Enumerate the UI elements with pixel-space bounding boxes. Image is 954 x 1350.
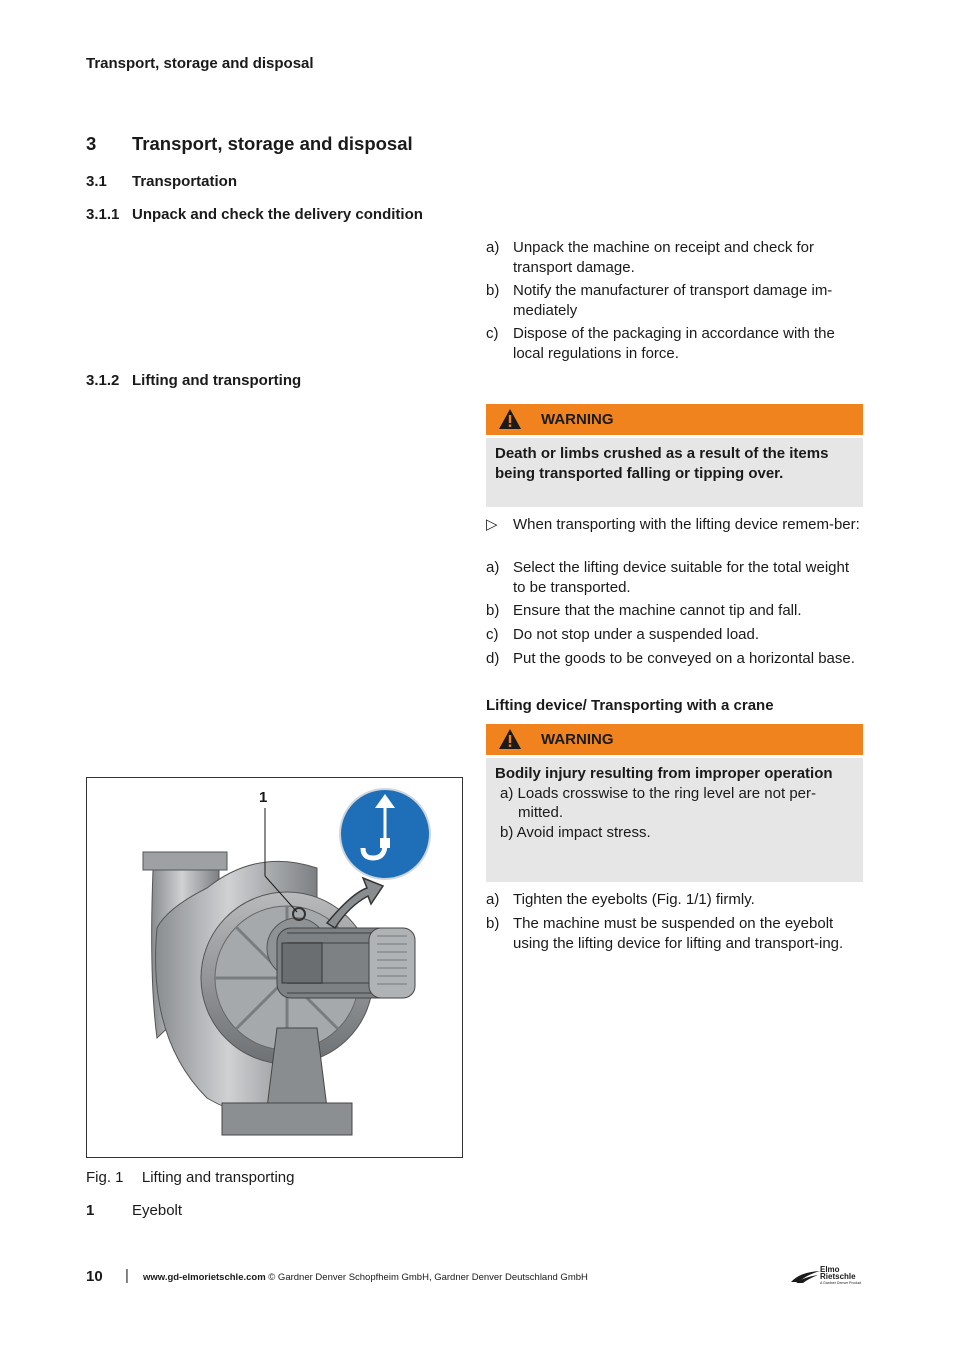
footer-copyright: © Gardner Denver Schopfheim GmbH, Gardner Denver Deutschland GmbH [268, 1272, 588, 1283]
warning-line: mitted. [518, 804, 564, 821]
list-item [486, 281, 864, 320]
section-number: 3 [86, 133, 97, 154]
logo-swoosh-icon [790, 1270, 822, 1284]
list-text: When transporting with the lifting device remem-ber: [513, 516, 860, 533]
list-text: Select the lifting device suitable for the total weight to be transported. [513, 559, 850, 596]
subsection-title: Lifting and transporting [132, 372, 302, 389]
figure-caption-number: Fig. 1 [86, 1169, 124, 1186]
subsection-number: 3.1 [86, 173, 107, 190]
list-item [486, 558, 864, 597]
list-text: Unpack the machine on receipt and check for transport damage. [513, 239, 815, 276]
figure-callout-number: 1 [259, 789, 268, 806]
warning-label: WARNING [541, 731, 614, 748]
list-marker: c) [486, 626, 499, 643]
subsection-title: Unpack and check the delivery condition [132, 206, 423, 223]
list-marker: b) [486, 602, 500, 619]
warning-banner [486, 724, 863, 755]
warning-message-box [486, 438, 863, 507]
list-text: Put the goods to be conveyed on a horizontal base. [513, 650, 855, 667]
list-text: Ensure that the machine cannot tip and fall. [513, 602, 802, 619]
list-text: Dispose of the packaging in accordance with the local regulations in force. [513, 325, 835, 362]
footer-separator: | [125, 1267, 129, 1284]
page-number: 10 [86, 1268, 103, 1285]
subsection-title: Transportation [132, 173, 238, 190]
figure-frame [86, 777, 463, 1158]
figure-caption [86, 1168, 294, 1188]
warning-label: WARNING [541, 411, 614, 428]
list-item [486, 625, 864, 645]
footer-text [143, 1272, 588, 1283]
lifting-point-sign-icon [340, 789, 430, 879]
list-marker: a) [486, 559, 500, 576]
warning-triangle-icon [498, 408, 522, 430]
warning-text: Death or limbs crushed as a result of the items being transported falling or tipping over. [495, 445, 829, 482]
section-heading [86, 133, 413, 155]
list-item [486, 601, 864, 621]
logo-text-elmo: Elmo [820, 1265, 840, 1274]
crane-heading: Lifting device/ Transporting with a crane [486, 697, 774, 714]
list-marker: d) [486, 650, 500, 667]
list-marker: ▷ [486, 516, 498, 533]
list-marker: a) [486, 239, 500, 256]
warning-line: a) Loads crosswise to the ring level are not per- [500, 784, 816, 802]
subsection-heading-3-1-1 [86, 206, 423, 223]
list-item [486, 238, 864, 277]
list-text: The machine must be suspended on the eyebolt using the lifting device for lifting and transport-ing. [513, 915, 844, 952]
subsection-heading-3-1 [86, 173, 237, 190]
section-title: Transport, storage and disposal [132, 133, 413, 154]
warning-banner [486, 404, 863, 435]
warning-line: b) Avoid impact stress. [500, 823, 651, 841]
elmo-rietschle-logo [790, 1266, 868, 1288]
list-item [486, 649, 864, 669]
subsection-number: 3.1.1 [86, 206, 120, 223]
running-header: Transport, storage and disposal [86, 55, 314, 72]
list-text: Do not stop under a suspended load. [513, 626, 760, 643]
legend-text: Eyebolt [132, 1202, 183, 1219]
subsection-heading-3-1-2 [86, 372, 301, 389]
list-marker: a) [486, 891, 500, 908]
warning-title: Bodily injury resulting from improper operation [495, 765, 833, 782]
list-item [486, 914, 864, 953]
list-item [486, 515, 864, 535]
list-item [486, 890, 864, 910]
subsection-number: 3.1.2 [86, 372, 120, 389]
figure-legend [86, 1201, 182, 1221]
legend-number: 1 [86, 1202, 95, 1219]
figure-caption-text: Lifting and transporting [141, 1169, 295, 1186]
logo-text-rietschle: Rietschle [820, 1272, 856, 1281]
warning-message-box [486, 758, 863, 882]
list-marker: c) [486, 325, 499, 342]
list-text: Tighten the eyebolts (Fig. 1/1) firmly. [513, 891, 755, 908]
warning-triangle-icon [498, 728, 522, 750]
list-marker: b) [486, 282, 500, 299]
footer-url[interactable]: www.gd-elmorietschle.com [143, 1272, 266, 1283]
list-item [486, 324, 864, 363]
blower-illustration [87, 778, 462, 1157]
logo-tagline: A Gardner Denver Product [820, 1281, 862, 1285]
list-marker: b) [486, 915, 500, 932]
list-text: Notify the manufacturer of transport damage im-mediately [513, 282, 833, 319]
